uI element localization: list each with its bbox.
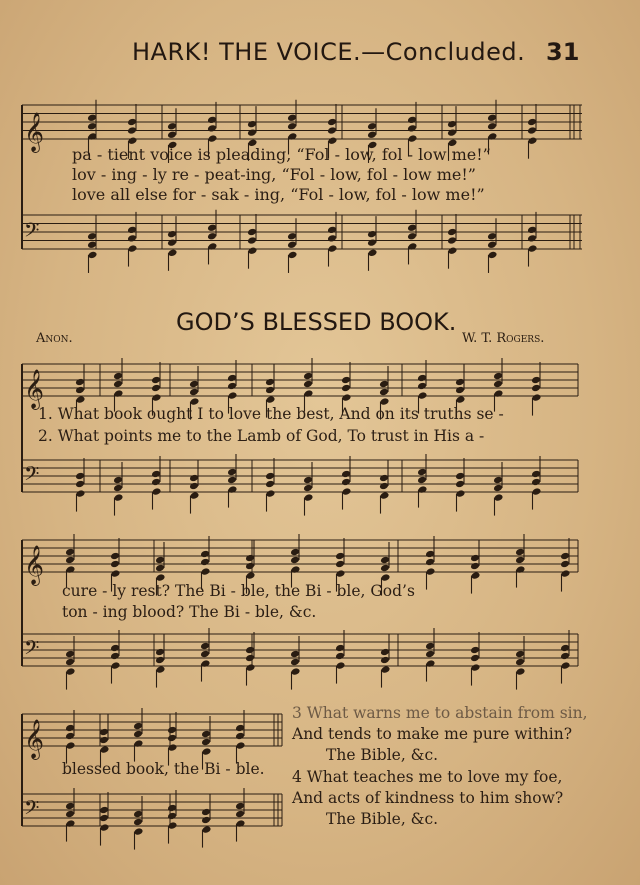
svg-text:𝄢: 𝄢 [24, 462, 40, 490]
verse-4-line-1: 4 What teaches me to love my foe, [292, 768, 563, 786]
composer-credit: W. T. Rogers. [462, 331, 545, 346]
verse-4-line-2: And acts of kindness to him show? [292, 789, 564, 807]
hymn2-sys3-line-1: blessed book, the Bi - ble. [62, 760, 265, 778]
hymn2-sys1-line-2: 2. What points me to the Lamb of God, To trust in His a - [38, 427, 485, 445]
running-title: HARK! THE VOICE.—Concluded. [132, 38, 526, 66]
hymn1-lyric-line-2: lov - ing - ly re - peat-ing, “Fol - low, fol - low me!” [72, 165, 476, 184]
svg-text:𝄞: 𝄞 [24, 719, 45, 759]
svg-text:𝄢: 𝄢 [24, 636, 40, 664]
song-title: GOD’S BLESSED BOOK. [176, 308, 457, 336]
hymn1-lyric-line-3: love all else for - sak - ing, “Fol - low, fol - low me!” [72, 185, 485, 204]
svg-text:𝄢: 𝄢 [24, 218, 40, 247]
verse-3-line-1: 3 What warns me to abstain from sin, [292, 704, 588, 722]
verse-3-line-2: And tends to make me pure within? [292, 725, 573, 743]
svg-text:𝄢: 𝄢 [24, 796, 40, 824]
hymn2-sys2-line-1: cure - ly rest? The Bi - ble, the Bi - ble, God’s [62, 582, 415, 600]
svg-text:𝄞: 𝄞 [24, 369, 45, 409]
verse-3-refrain: The Bible, &c. [326, 746, 439, 764]
hymn2-sys2-line-2: ton - ing blood? The Bi - ble, &c. [62, 603, 317, 621]
svg-text:𝄞: 𝄞 [24, 545, 45, 585]
verse-4-refrain: The Bible, &c. [326, 810, 439, 828]
hymn1-lyric-line-1: pa - tient voice is pleading, “Fol - low, fol - low me!” [72, 145, 491, 164]
svg-text:𝄞: 𝄞 [24, 112, 45, 152]
page-number: 31 [546, 38, 580, 66]
hymn2-sys1-line-1: 1. What book ought I to love the best, And on its truths se - [38, 405, 504, 423]
author-credit: Anon. [36, 331, 73, 346]
